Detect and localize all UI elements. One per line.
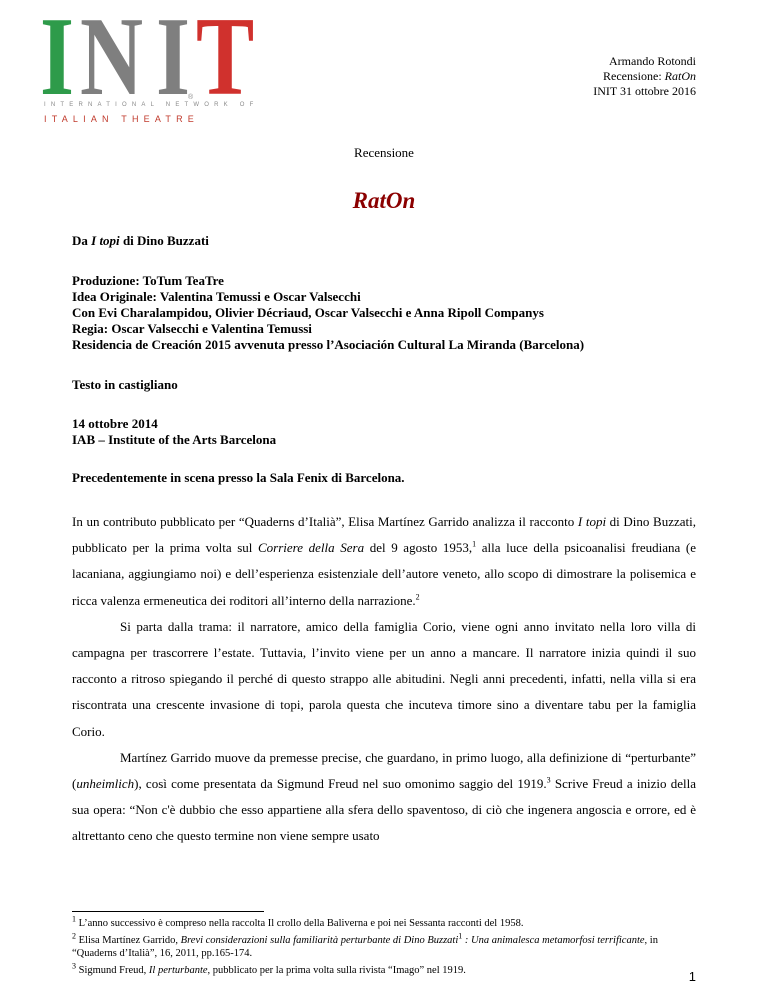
source-prefix: Da	[72, 233, 92, 248]
footnote-2-author: Elisa Martínez Garrido,	[76, 935, 181, 946]
footnote-2-sup: 1	[458, 931, 463, 941]
footnotes	[72, 914, 702, 981]
credit-production: Produzione: ToTum TeaTre	[72, 273, 224, 288]
footnote-3	[72, 961, 702, 977]
p3-text-c: ), così come presentata da Sigmund Freud nel suo omonimo saggio del 1919.	[134, 776, 547, 792]
language-note: Testo in castigliano	[72, 377, 178, 392]
source-suffix: di Dino Buzzati	[119, 233, 209, 248]
footnote-2-number: 2	[72, 931, 76, 941]
footnote-ref-3: 3	[546, 775, 551, 785]
credit-residency: Residencia de Creación 2015 avvenuta presso l’Asociación Cultural La Miranda (Barcelona)	[72, 337, 585, 352]
footnote-3-number: 3	[72, 961, 76, 971]
footnote-1	[72, 914, 702, 930]
logo-letter-i2: I	[156, 0, 188, 119]
footnote-1-text: L’anno successivo è compreso nella raccolta Il crollo della Baliverna e poi nei Sessanta racconti del 1958.	[76, 918, 524, 929]
logo-letter-i: I	[40, 0, 71, 119]
credit-direction: Regia: Oscar Valsecchi e Valentina Temussi	[72, 321, 312, 336]
logo-letter-n: N	[79, 0, 140, 119]
venue-info	[72, 416, 702, 448]
footnote-divider	[72, 911, 264, 912]
footnote-ref-2: 2	[415, 592, 420, 602]
venue-name: IAB – Institute of the Arts Barcelona	[72, 432, 277, 447]
footnote-3-title: Il perturbante	[148, 965, 208, 976]
paragraph-3	[72, 745, 696, 850]
source-line	[72, 233, 702, 249]
footnote-2-title: Brevi considerazioni sulla familiarità perturbante di Dino Buzzati	[180, 935, 459, 946]
footnote-ref-1: 1	[472, 539, 477, 549]
footnote-2-subtitle: : Una animalesca metamorfosi terrificante	[462, 935, 645, 946]
footnote-2	[72, 931, 702, 960]
header-review	[593, 69, 696, 84]
logo-tagline: INTERNATIONAL NETWORK OF	[44, 102, 259, 108]
credit-idea: Idea Originale: Valentina Temussi e Oscar Valsecchi	[72, 289, 361, 304]
source-work: I topi	[91, 233, 120, 248]
init-logo	[40, 0, 259, 124]
header-author: Armando Rotondi	[609, 54, 696, 68]
p3-term: unheimlich	[76, 776, 135, 792]
p1-text-e: del 9 agosto 1953,	[364, 540, 473, 556]
p3-text-a: Martínez Garrido muove da premesse precise, che guardano, in primo luogo, alla definizione di “perturbante” (	[72, 749, 696, 792]
logo-letter-t: T	[196, 0, 252, 119]
previous-venue: Precedentemente in scena presso la Sala Fenix di Barcelona.	[72, 470, 405, 485]
footnote-2-source: , in “Quaderns d’Italià”, 16, 2011, pp.165-174.	[72, 935, 658, 959]
page-number: 1	[688, 969, 696, 984]
logo-tagline-2: ITALIAN THEATRE	[44, 114, 200, 124]
p1-text-a: In un contributo pubblicato per “Quaderns d’Italià”, Elisa Martínez Garrido analizza il racconto	[72, 514, 578, 529]
p1-newspaper: Corriere della Sera	[258, 540, 365, 556]
registered-mark: ®	[188, 94, 194, 101]
section-label: Recensione	[354, 145, 414, 160]
paragraph-1	[72, 509, 696, 614]
document-header	[593, 54, 696, 99]
paragraph-2: Si parta dalla trama: il narratore, amico della famiglia Corio, viene ogni anno invitato nella loro villa di campagna per trascorrere l’estate. Tuttavia, l’invito viene per un anno a mancare. Il narratore inizia quindi il suo racconto a ritroso spiegando il perché di questo strappo alle abitudini. Negli anni precedenti, infatti, nella villa si era riscontrata una crescente invasione di topi, parola questa che incuteva timore sino a diventare tabu per la famiglia Corio.	[72, 618, 696, 739]
review-body	[72, 509, 696, 850]
page-title: RatOn	[352, 188, 416, 213]
header-review-title: RatOn	[664, 69, 696, 83]
credit-cast: Con Evi Charalampidou, Olivier Décriaud, Oscar Valsecchi e Anna Ripoll Companys	[72, 305, 544, 320]
venue-date: 14 ottobre 2014	[72, 416, 158, 431]
footnote-1-number: 1	[72, 914, 76, 924]
header-review-prefix: Recensione:	[603, 69, 665, 83]
header-date: INIT 31 ottobre 2016	[593, 84, 696, 98]
p1-text-g: alla luce della psicoanalisi freudiana (e lacaniana, aggiungiamo noi) e dell’esperienza esistenziale dell’autore veneto, allo scopo di dimostrare la polisemica e ricca valenza ermeneutica dei roditori all’interno della narrazione.	[72, 540, 697, 608]
p3-text-e: Scrive Freud a inizio della sua opera: “Non c'è dubbio che esso appartiene alla sfera dello spaventoso, di ciò che ingenera angoscia e orrore, ed è altrettanto ceno che questo termine non viene sempre usato	[72, 776, 696, 844]
credits	[72, 273, 702, 353]
p1-work: I topi	[577, 514, 607, 529]
footnote-3-author: Sigmund Freud,	[76, 965, 149, 976]
p1-text-c: di Dino Buzzati, pubblicato per la prima volta sul	[72, 514, 696, 556]
footnote-3-source: , pubblicato per la prima volta sulla rivista “Imago” nel 1919.	[207, 965, 466, 976]
